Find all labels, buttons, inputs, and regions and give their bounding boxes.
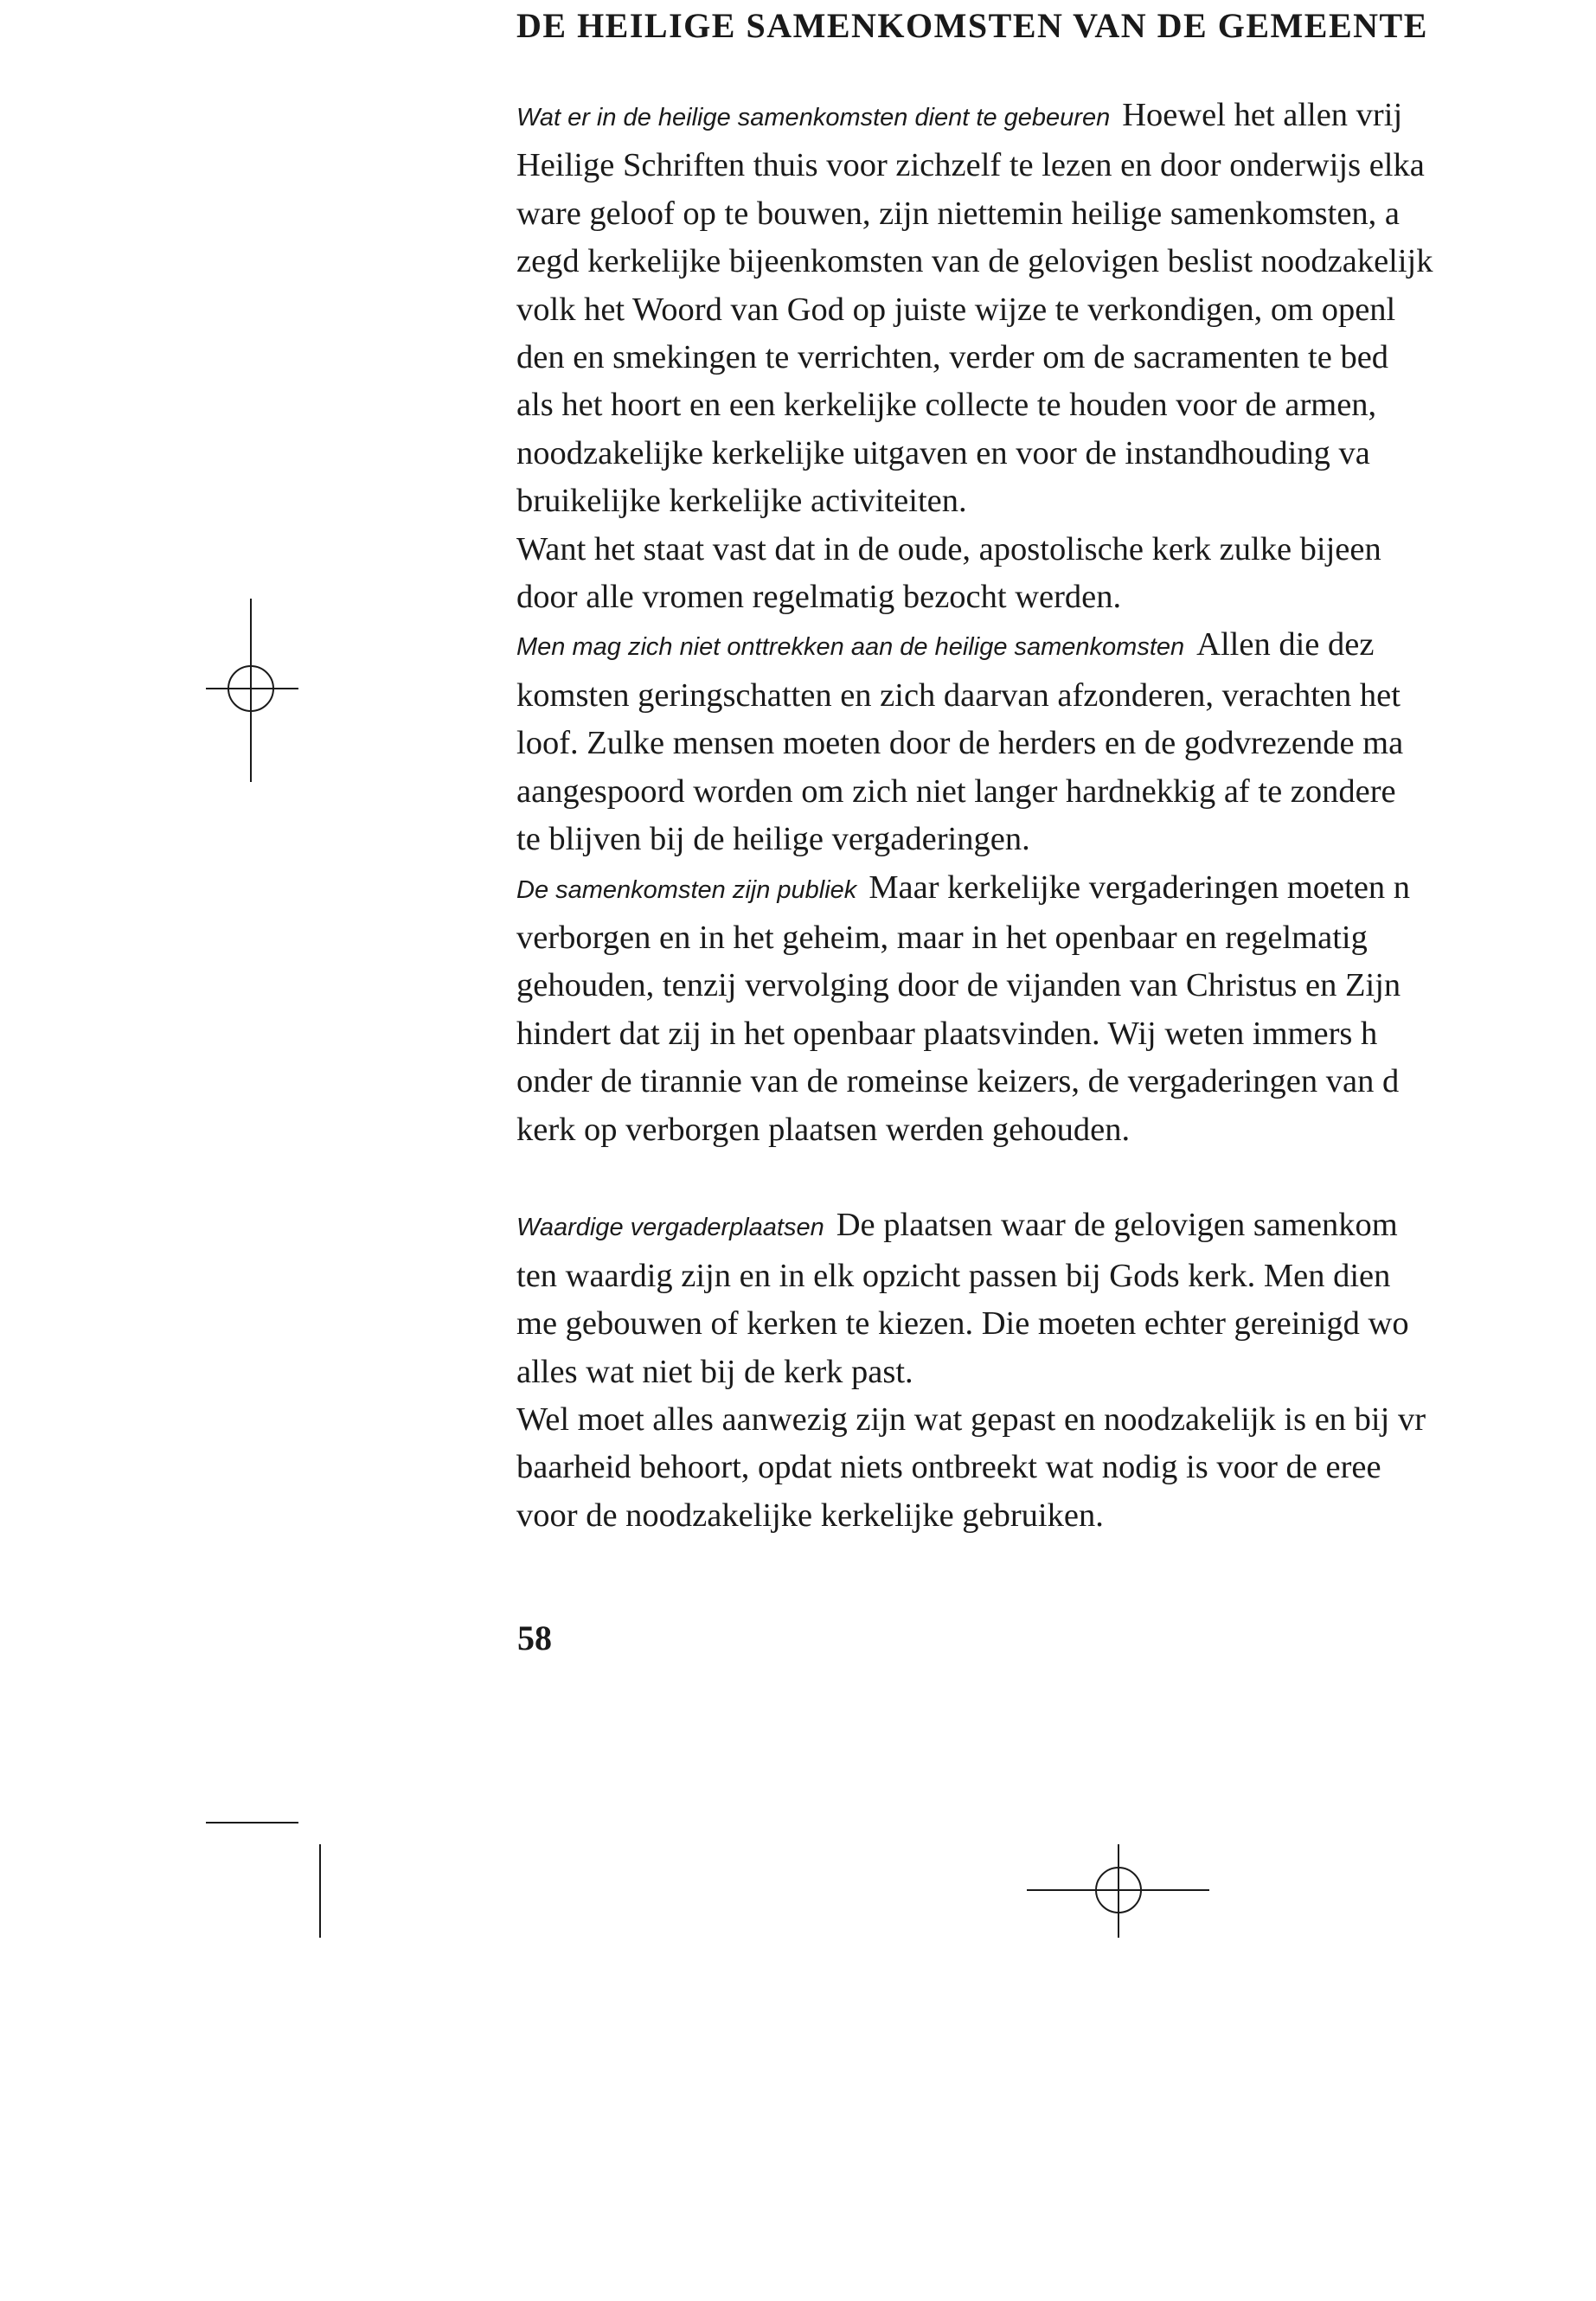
body-line: den en smekingen te verrichten, verder om de sacramenten te bed (516, 339, 1389, 376)
body-line: alles wat niet bij de kerk past. (516, 1353, 913, 1390)
body-line: kerk op verborgen plaatsen werden gehouden. (516, 1111, 1131, 1148)
body-line: ware geloof op te bouwen, zijn niettemin heilige samenkomsten, a (516, 195, 1401, 232)
body-line: baarheid behoort, opdat niets ontbreekt wat nodig is voor de eree (516, 1449, 1381, 1486)
line-text: De plaatsen waar de gelovigen samenkom (836, 1207, 1398, 1244)
line-text: Maar kerkelijke vergaderingen moeten n (869, 868, 1411, 906)
body-line: hindert dat zij in het openbaar plaatsvinden. Wij weten immers h (516, 1015, 1378, 1052)
body-line: voor de noodzakelijke kerkelijke gebruiken. (516, 1497, 1104, 1534)
body-line: aangespoord worden om zich niet langer hardnekkig af te zondere (516, 772, 1396, 810)
body-line: bruikelijke kerkelijke activiteiten. (516, 483, 967, 520)
body-line: door alle vromen regelmatig bezocht werden. (516, 579, 1122, 616)
body-line: zegd kerkelijke bijeenkomsten van de gelovigen beslist noodzakelijk (516, 243, 1433, 280)
body-line: noodzakelijke kerkelijke uitgaven en voor de instandhouding va (516, 434, 1370, 471)
body-line: onder de tirannie van de romeinse keizers, de vergaderingen van d (516, 1063, 1400, 1100)
body-line: ten waardig zijn en in elk opzicht passen bij Gods kerk. Men dien (516, 1257, 1391, 1294)
body-line: Heilige Schriften thuis voor zichzelf te lezen en door onderwijs elka (516, 147, 1425, 184)
page-number: 58 (517, 1618, 552, 1657)
line-text: Allen die dez (1196, 626, 1375, 663)
crop-mark-bottom-left (206, 1823, 320, 1938)
page-heading: DE HEILIGE SAMENKOMSTEN VAN DE GEMEENTE (516, 6, 1428, 45)
body-line: gehouden, tenzij vervolging door de vijanden van Christus en Zijn (516, 967, 1401, 1004)
registration-mark-left (206, 599, 298, 782)
body-line: komsten geringschatten en zich daarvan afzonderen, verachten het (516, 676, 1401, 714)
margin-note: Waardige vergaderplaatsen (516, 1214, 824, 1242)
margin-note: De samenkomsten zijn publiek (516, 875, 857, 904)
line-text: Hoewel het allen vrij (1122, 97, 1403, 133)
body-line: Want het staat vast dat in de oude, apostolische kerk zulke bijeen (516, 530, 1381, 567)
margin-note: Wat er in de heilige samenkomsten dient te gebeuren (516, 104, 1111, 131)
body-line: Wel moet alles aanwezig zijn wat gepast en noodzakelijk is en bij vr (516, 1400, 1426, 1438)
body-line: volk het Woord van God op juiste wijze te verkondigen, om openl (516, 291, 1396, 328)
margin-note: Men mag zich niet onttrekken aan de heilige samenkomsten (516, 633, 1185, 662)
registration-mark-bottom (1027, 1844, 1209, 1938)
body-line: als het hoort en een kerkelijke collecte te houden voor de armen, (516, 387, 1377, 424)
body-line: loof. Zulke mensen moeten door de herders en de godvrezende ma (516, 725, 1404, 762)
body-line: te blijven bij de heilige vergaderingen. (516, 821, 1030, 858)
body-line: verborgen en in het geheim, maar in het openbaar en regelmatig (516, 919, 1368, 956)
body-line: me gebouwen of kerken te kiezen. Die moeten echter gereinigd wo (516, 1305, 1409, 1343)
